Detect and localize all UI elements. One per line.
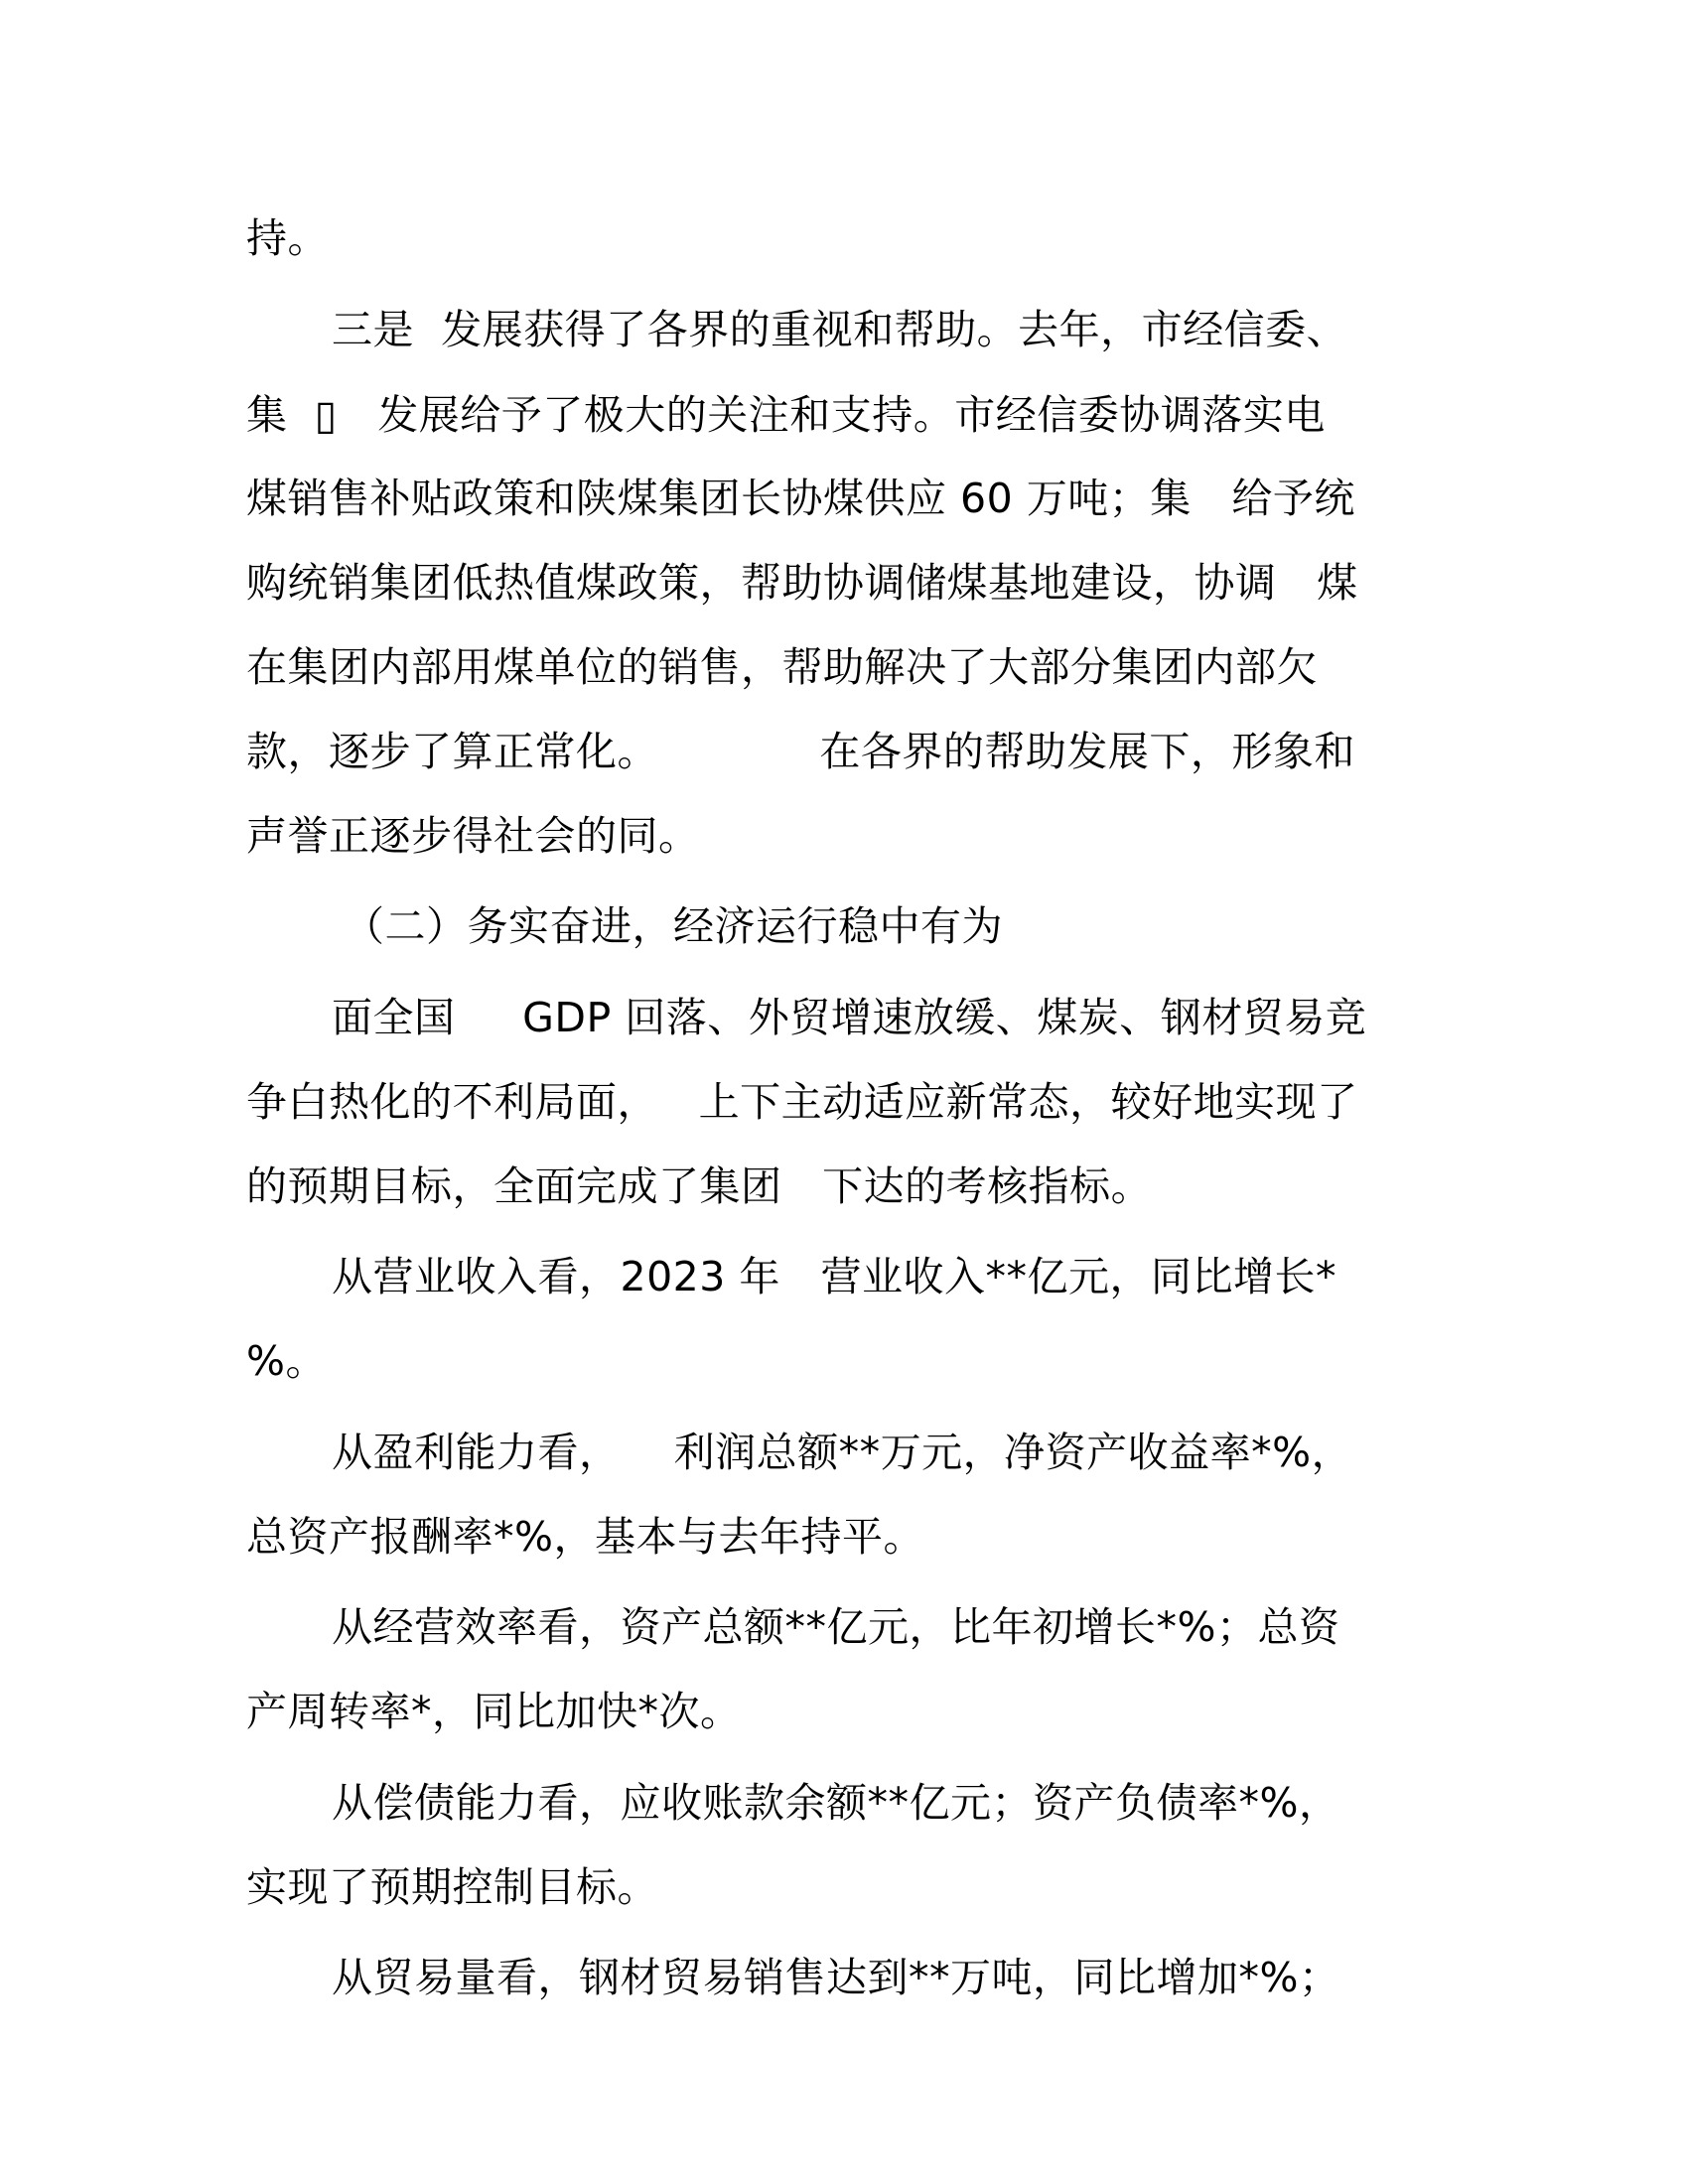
text-line-18: 产周转率*，同比加快*次。 xyxy=(246,1688,742,1735)
text-line-17: 从经营效率看，资产总额**亿元，比年初增长*%；总资 xyxy=(332,1603,1340,1651)
text-line-2: 三是 发展获得了各界的重视和帮助。去年，市经信委、 xyxy=(332,306,1348,353)
text-line-19: 从偿债能力看，应收账款余额**亿元；资产负债率*%， xyxy=(332,1779,1340,1827)
text-line-5: 购统销集团低热值煤政策，帮助协调储煤基地建设，协调 煤 xyxy=(246,559,1358,607)
text-line-12: 的预期目标，全面完成了集团 下达的考核指标。 xyxy=(246,1162,1153,1210)
text-line-21: 从贸易量看，钢材贸易销售达到**万吨，同比增加*%； xyxy=(332,1954,1340,2001)
text-line-10: 面全国 GDP 回落、外贸增速放缓、煤炭、钢材贸易竞 xyxy=(332,994,1367,1041)
text-line-7: 款，逐步了算正常化。 在各界的帮助发展下，形象和 xyxy=(246,728,1355,775)
text-line-16: 总资产报酬率*%，基本与去年持平。 xyxy=(246,1513,924,1561)
text-line-3: 集 ▯ 发展给予了极大的关注和支持。市经信委协调落实电 xyxy=(246,391,1326,439)
text-line-14: %。 xyxy=(246,1337,327,1385)
text-line-1: 持。 xyxy=(246,214,329,262)
section-heading: （二）务实奋进，经济运行稳中有为 xyxy=(344,902,1003,950)
text-line-4: 煤销售补贴政策和陕煤集团长协煤供应 60 万吨；集 给予统 xyxy=(246,475,1355,522)
text-line-11: 争白热化的不利局面， 上下主动适应新常态，较好地实现了 xyxy=(246,1078,1358,1126)
text-line-20: 实现了预期控制目标。 xyxy=(246,1863,658,1911)
text-line-6: 在集团内部用煤单位的销售，帮助解决了大部分集团内部欠 xyxy=(246,643,1318,691)
text-line-8: 声誉正逐步得社会的同。 xyxy=(246,812,700,860)
text-line-15: 从盈利能力看， 利润总额**万元，净资产收益率*%， xyxy=(332,1429,1353,1476)
text-line-13: 从营业收入看，2023 年 营业收入**亿元，同比增长* xyxy=(332,1253,1336,1300)
